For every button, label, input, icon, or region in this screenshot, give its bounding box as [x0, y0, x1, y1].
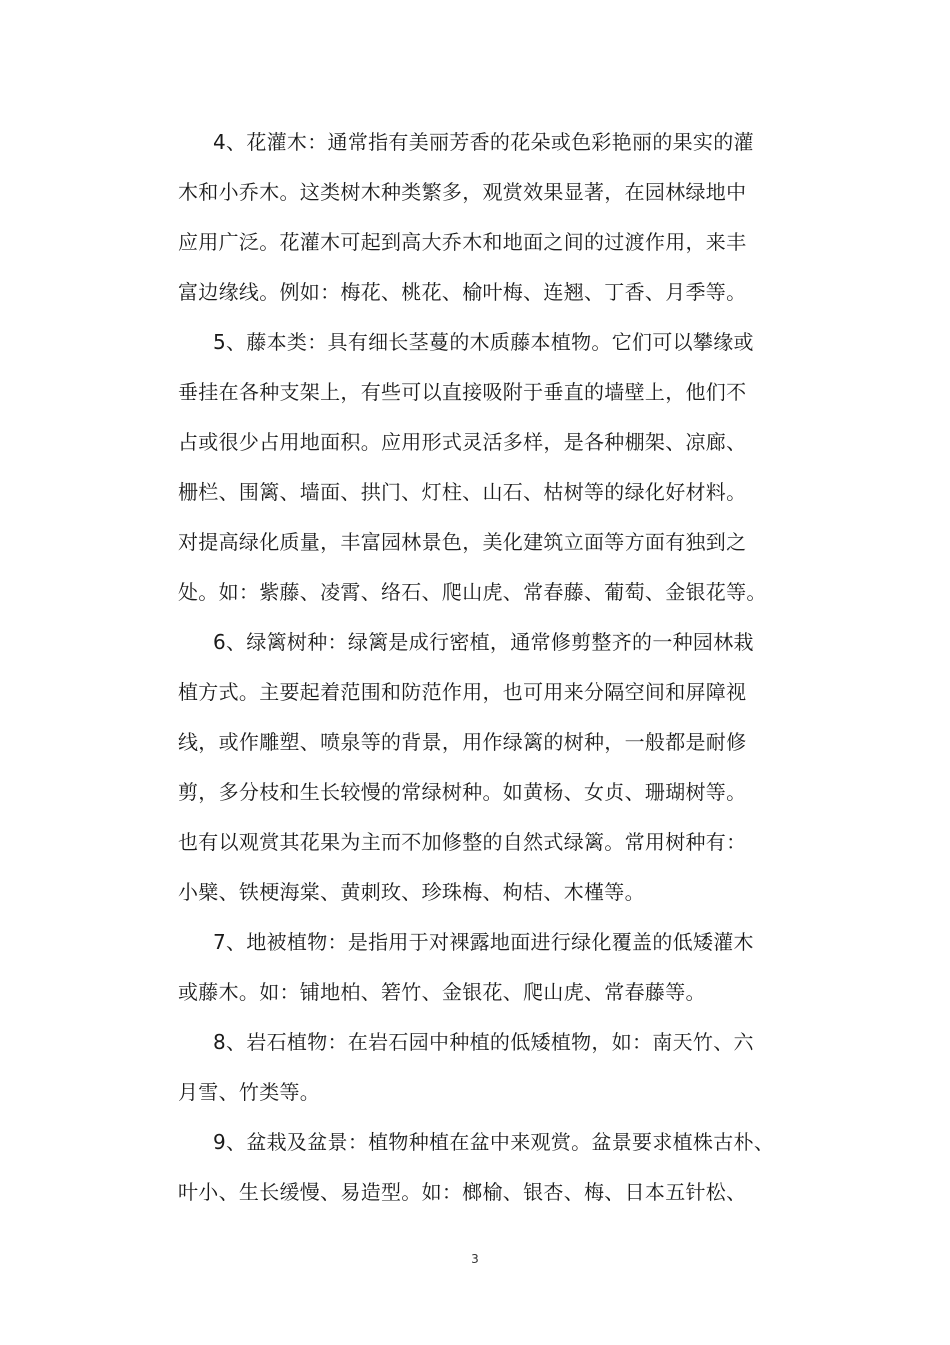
- text-line: 也有以观赏其花果为主而不加修整的自然式绿篱。常用树种有：: [178, 830, 747, 854]
- text-line: 占或很少占用地面积。应用形式灵活多样，是各种棚架、凉廊、: [178, 430, 747, 454]
- text-line: 6、绿篱树种：绿篱是成行密植，通常修剪整齐的一种园林栽: [213, 630, 754, 654]
- page-number: 3: [471, 1252, 479, 1266]
- text-line: 4、花灌木：通常指有美丽芳香的花朵或色彩艳丽的果实的灌: [213, 130, 754, 154]
- text-line: 7、地被植物：是指用于对裸露地面进行绿化覆盖的低矮灌木: [213, 930, 754, 954]
- text-line: 富边缘线。例如：梅花、桃花、榆叶梅、连翘、丁香、月季等。: [178, 280, 747, 304]
- text-line: 9、盆栽及盆景：植物种植在盆中来观赏。盆景要求植株古朴、: [213, 1130, 775, 1154]
- text-line: 5、藤本类：具有细长茎蔓的木质藤本植物。它们可以攀缘或: [213, 330, 754, 354]
- text-line: 栅栏、围篱、墙面、拱门、灯柱、山石、枯树等的绿化好材料。: [178, 480, 747, 504]
- paragraph-bonsai: [178, 1117, 778, 1217]
- text-line: 剪，多分枝和生长较慢的常绿树种。如黄杨、女贞、珊瑚树等。: [178, 780, 747, 804]
- text-line: 应用广泛。花灌木可起到高大乔木和地面之间的过渡作用，来丰: [178, 230, 747, 254]
- text-line: 植方式。主要起着范围和防范作用，也可用来分隔空间和屏障视: [178, 680, 747, 704]
- paragraph-vines: [178, 317, 778, 617]
- text-line: 8、岩石植物：在岩石园中种植的低矮植物，如：南天竹、六: [213, 1030, 754, 1054]
- text-line: 处。如：紫藤、凌霄、络石、爬山虎、常春藤、葡萄、金银花等。: [178, 580, 767, 604]
- text-line: 小檗、铁梗海棠、黄刺玫、珍珠梅、枸桔、木槿等。: [178, 880, 645, 904]
- text-line: 线，或作雕塑、喷泉等的背景，用作绿篱的树种，一般都是耐修: [178, 730, 747, 754]
- text-line: 叶小、生长缓慢、易造型。如：榔榆、银杏、梅、日本五针松、: [178, 1180, 747, 1204]
- text-line: 对提高绿化质量，丰富园林景色，美化建筑立面等方面有独到之: [178, 530, 747, 554]
- text-line: 月雪、竹类等。: [178, 1080, 321, 1104]
- text-line: 木和小乔木。这类树木种类繁多，观赏效果显著，在园林绿地中: [178, 180, 747, 204]
- paragraph-hedge-species: [178, 617, 778, 917]
- text-line: 垂挂在各种支架上，有些可以直接吸附于垂直的墙壁上，他们不: [178, 380, 747, 404]
- paragraph-ground-cover: [178, 917, 778, 1017]
- paragraph-flowering-shrubs: [178, 117, 778, 317]
- paragraph-rock-plants: [178, 1017, 778, 1117]
- text-line: 或藤木。如：铺地柏、箬竹、金银花、爬山虎、常春藤等。: [178, 980, 706, 1004]
